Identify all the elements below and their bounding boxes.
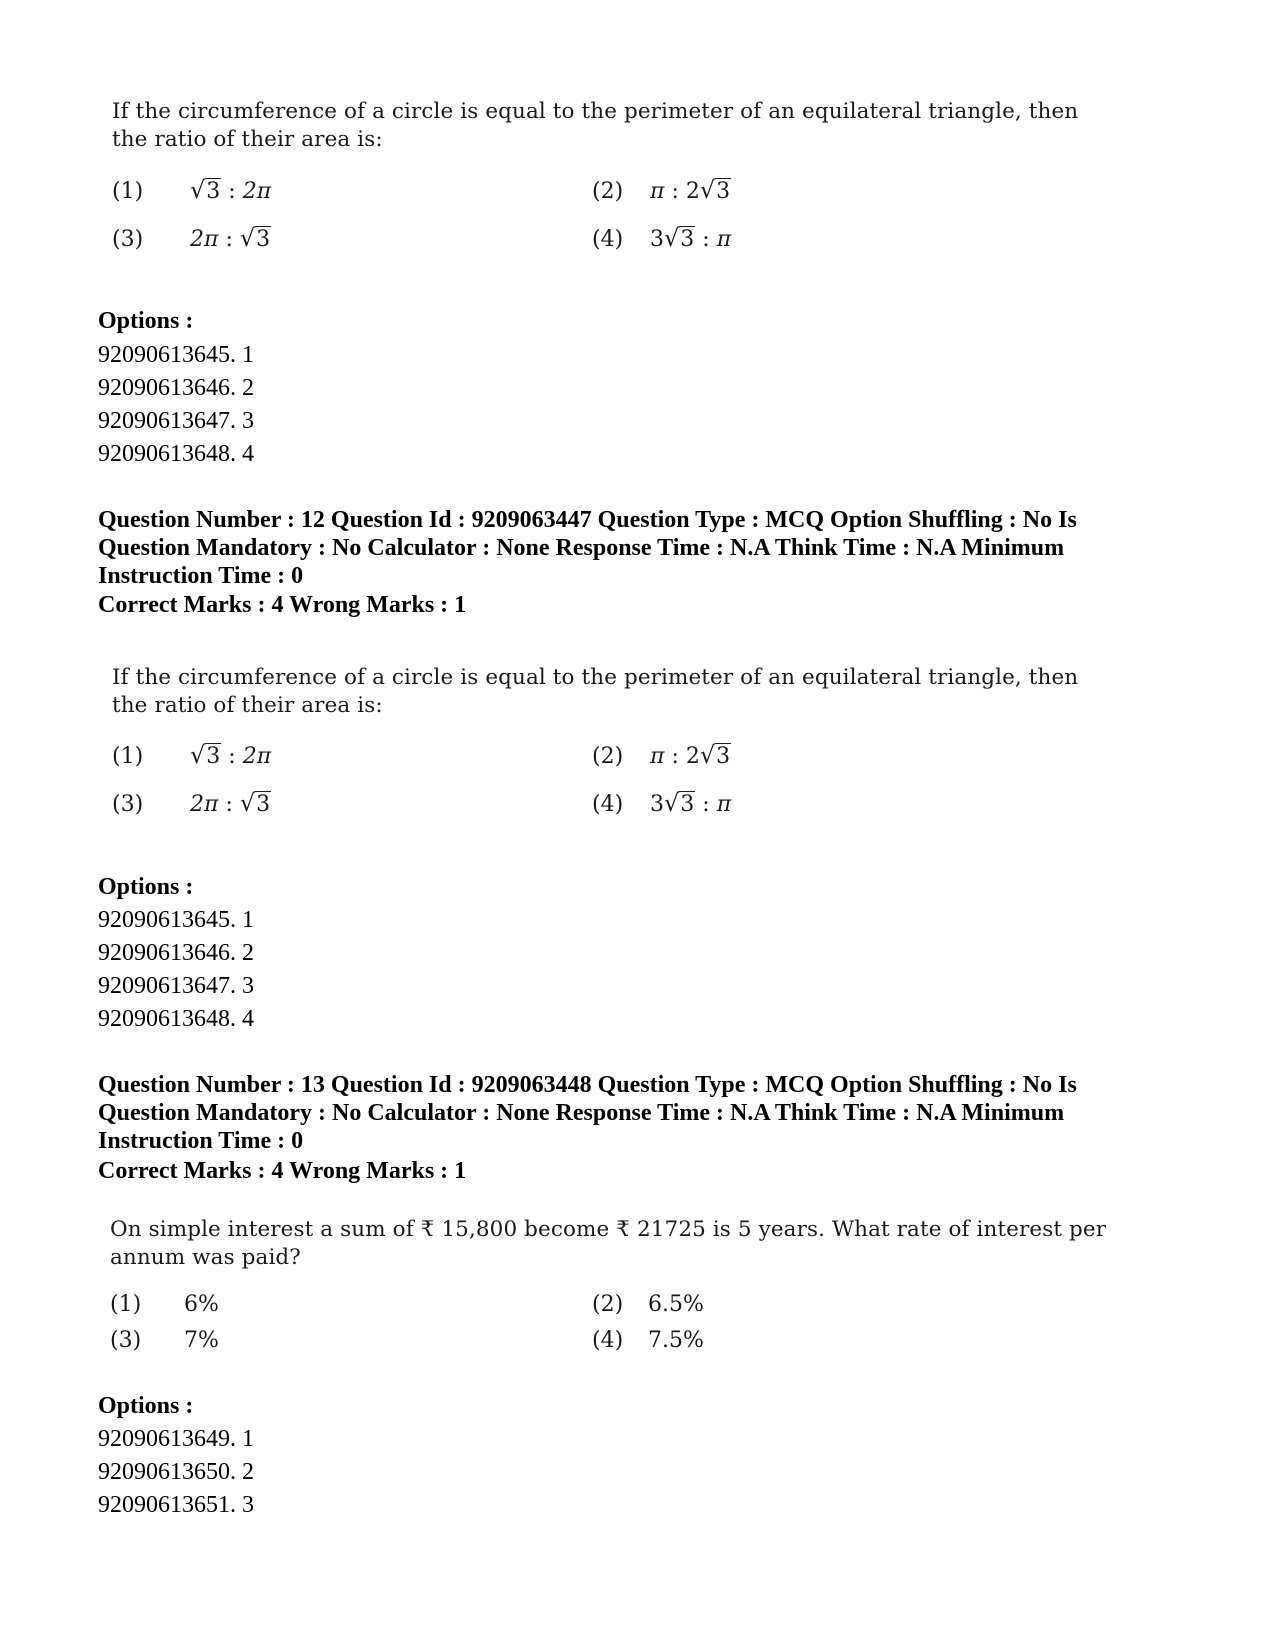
choice-number: (3) [112, 227, 144, 252]
choice-4 [592, 1328, 704, 1353]
choice-number: (4) [592, 1328, 624, 1353]
choice-expression: 3√3 : π [650, 224, 732, 252]
choice-number: (2) [592, 744, 624, 769]
choice-value: 6.5% [648, 1292, 704, 1317]
choice-number: (3) [112, 792, 144, 817]
choice-expression: π : 2√3 [650, 741, 731, 769]
option-id: 92090613646. 2 [98, 375, 254, 401]
question-12-meta: Question Number : 12 Question Id : 9209063447 Question Type : MCQ Option Shuffling : No Is Question Mandatory : No Calculator : None Response Time : N.A Think Time : N.A Minimum Instruction Time : 0 [98, 507, 1077, 589]
choice-expression: 2π : √3 [190, 789, 271, 817]
choice-3 [110, 1328, 219, 1353]
option-id: 92090613649. 1 [98, 1426, 254, 1452]
choice-expression: √3 : 2π [190, 741, 272, 769]
choice-value: 6% [184, 1292, 219, 1317]
option-id: 92090613648. 4 [98, 441, 254, 467]
choice-1 [110, 1292, 219, 1317]
choice-number: (4) [592, 792, 624, 817]
question-13-text: On simple interest a sum of ₹ 15,800 become ₹ 21725 is 5 years. What rate of interest per annum was paid? [110, 1217, 1107, 1270]
question-12-marks: Correct Marks : 4 Wrong Marks : 1 [98, 592, 467, 618]
option-id: 92090613645. 1 [98, 342, 254, 368]
choice-number: (1) [110, 1292, 142, 1317]
choice-number: (1) [112, 744, 144, 769]
question-12-text: If the circumference of a circle is equal to the perimeter of an equilateral triangle, then the ratio of their area is: [112, 665, 1079, 718]
choice-number: (2) [592, 1292, 624, 1317]
choice-number: (4) [592, 227, 624, 252]
choice-1 [112, 741, 271, 769]
option-id: 92090613647. 3 [98, 973, 254, 999]
question-13-marks: Correct Marks : 4 Wrong Marks : 1 [98, 1158, 467, 1184]
option-id: 92090613645. 1 [98, 907, 254, 933]
choice-expression: √3 : 2π [190, 176, 272, 204]
choice-expression: 3√3 : π [650, 789, 732, 817]
options-label: Options : [98, 874, 194, 900]
question-13-meta: Question Number : 13 Question Id : 9209063448 Question Type : MCQ Option Shuffling : No Is Question Mandatory : No Calculator : None Response Time : N.A Think Time : N.A Minimum Instruction Time : 0 [98, 1072, 1077, 1154]
choice-number: (3) [110, 1328, 142, 1353]
choice-expression: 2π : √3 [190, 224, 271, 252]
question-11-text: If the circumference of a circle is equal to the perimeter of an equilateral triangle, then the ratio of their area is: [112, 99, 1079, 152]
choice-value: 7.5% [648, 1328, 704, 1353]
option-id: 92090613648. 4 [98, 1006, 254, 1032]
choice-expression: π : 2√3 [650, 176, 731, 204]
option-id: 92090613650. 2 [98, 1459, 254, 1485]
choice-2 [592, 176, 731, 204]
choice-number: (2) [592, 179, 624, 204]
choice-3 [112, 224, 271, 252]
choice-2 [592, 741, 731, 769]
option-id: 92090613646. 2 [98, 940, 254, 966]
options-label: Options : [98, 308, 194, 334]
option-id: 92090613651. 3 [98, 1492, 254, 1518]
choice-value: 7% [184, 1328, 219, 1353]
option-id: 92090613647. 3 [98, 408, 254, 434]
choice-2 [592, 1292, 704, 1317]
choice-4 [592, 789, 731, 817]
choice-number: (1) [112, 179, 144, 204]
choice-3 [112, 789, 271, 817]
choice-4 [592, 224, 731, 252]
options-label: Options : [98, 1393, 194, 1419]
choice-1 [112, 176, 271, 204]
